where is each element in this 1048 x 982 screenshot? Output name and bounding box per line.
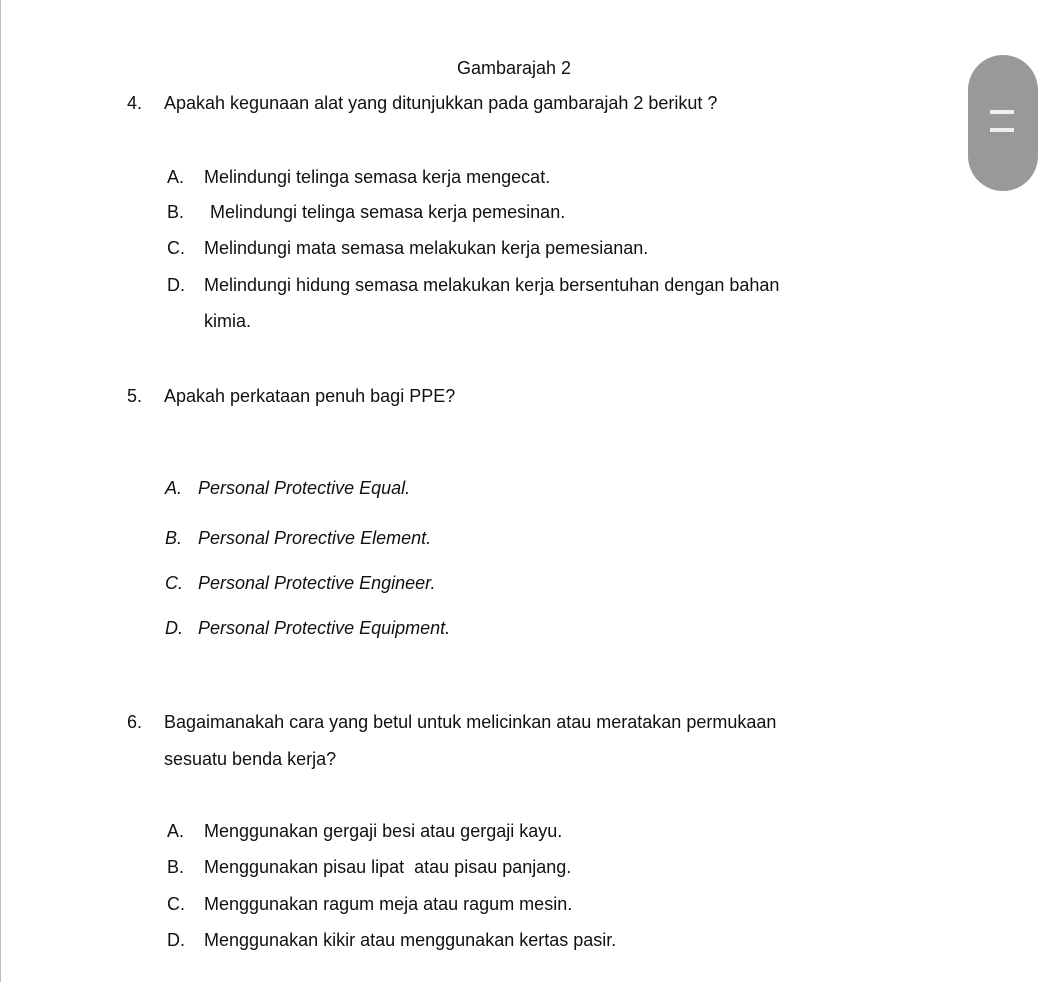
option-a: Personal Protective Equal.: [198, 478, 411, 498]
option-d: Menggunakan kikir atau menggunakan kertas pasir.: [204, 930, 617, 950]
option-d-continued: kimia.: [204, 311, 252, 331]
question-number: 5.: [127, 386, 143, 406]
option-d: Personal Protective Equipment.: [198, 618, 451, 638]
question-number: 4.: [127, 93, 143, 113]
option-a: Menggunakan gergaji besi atau gergaji kayu.: [204, 821, 563, 841]
option-c: Menggunakan ragum meja atau ragum mesin.: [204, 894, 573, 914]
question-text: Apakah perkataan penuh bagi PPE?: [164, 386, 456, 406]
figure-caption: Gambarajah 2: [457, 58, 572, 78]
option-a: Melindungi telinga semasa kerja mengecat.: [204, 167, 551, 187]
option-c: Melindungi mata semasa melakukan kerja pemesianan.: [204, 238, 649, 258]
option-letter: D.: [165, 618, 183, 638]
option-letter: B.: [167, 202, 185, 222]
grip-line-icon: [990, 110, 1014, 114]
option-letter: C.: [165, 573, 183, 593]
question-number: 6.: [127, 712, 143, 732]
option-letter: D.: [167, 930, 185, 950]
question-text: Bagaimanakah cara yang betul untuk melicinkan atau meratakan permukaan: [164, 712, 777, 732]
question-text-continued: sesuatu benda kerja?: [164, 749, 337, 769]
option-letter: A.: [167, 821, 185, 841]
scroll-drag-handle[interactable]: [968, 55, 1038, 191]
option-letter: C.: [167, 894, 185, 914]
option-b: Melindungi telinga semasa kerja pemesinan.: [210, 202, 566, 222]
question-text: Apakah kegunaan alat yang ditunjukkan pada gambarajah 2 berikut ?: [164, 93, 718, 113]
option-letter: C.: [167, 238, 185, 258]
option-b: Personal Prorective Element.: [198, 528, 432, 548]
option-letter: A.: [167, 167, 185, 187]
grip-line-icon: [990, 128, 1014, 132]
page-border: [0, 0, 1, 982]
option-d: Melindungi hidung semasa melakukan kerja bersentuhan dengan bahan: [204, 275, 780, 295]
option-letter: A.: [165, 478, 183, 498]
option-letter: B.: [165, 528, 183, 548]
option-letter: B.: [167, 857, 185, 877]
option-b: Menggunakan pisau lipat atau pisau panjang.: [204, 857, 572, 877]
option-letter: D.: [167, 275, 185, 295]
option-c: Personal Protective Engineer.: [198, 573, 436, 593]
